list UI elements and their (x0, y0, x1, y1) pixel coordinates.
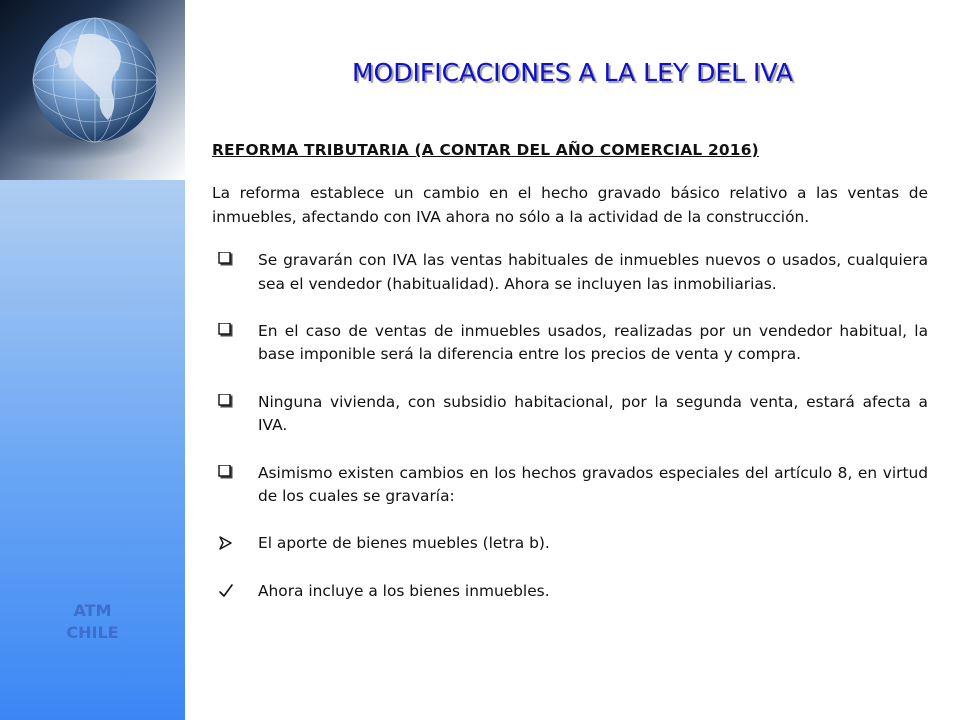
square-bullet-icon (218, 465, 236, 483)
list-item-text: Ninguna vivienda, con subsidio habitacional, por la segunda venta, estará afecta a IVA. (258, 392, 928, 435)
square-bullet-icon (218, 323, 236, 341)
square-bullet-icon (218, 252, 236, 270)
list-item-text: El aporte de bienes muebles (letra b). (258, 534, 550, 553)
list-item (212, 462, 928, 509)
section-subtitle: REFORMA TRIBUTARIA (A CONTAR DEL AÑO COMERCIAL 2016) (212, 141, 759, 159)
list-item (212, 249, 928, 296)
list-item (212, 580, 928, 603)
intro-paragraph: La reforma establece un cambio en el hecho gravado básico relativo a las ventas de inmuebles, afectando con IVA ahora no sólo a la actividad de la construcción. (212, 184, 928, 226)
organization-label-line2: CHILE (66, 623, 119, 642)
arrow-bullet-icon (218, 535, 236, 553)
list-item-text: Se gravarán con IVA las ventas habituales de inmuebles nuevos o usados, cualquiera sea el vendedor (habitualidad). Ahora se incluyen las inmobiliarias. (258, 251, 928, 293)
list-item-text: En el caso de ventas de inmuebles usados, realizadas por un vendedor habitual, la base imponible será la diferencia entre los precios de venta y compra. (258, 322, 928, 364)
list-item-text: Ahora incluye a los bienes inmuebles. (258, 581, 550, 600)
bullet-list (212, 249, 928, 603)
page-title: MODIFICACIONES A LA LEY DEL IVA (351, 58, 793, 87)
organization-label-line1: ATM (73, 601, 112, 620)
list-item-text: Asimismo existen cambios en los hechos gravados especiales del artículo 8, en virtud de los cuales se gravaría: (258, 463, 928, 506)
check-bullet-icon (218, 583, 236, 601)
globe-icon (0, 0, 185, 180)
list-item (212, 320, 928, 367)
sidebar (0, 0, 185, 720)
list-item (212, 391, 928, 438)
organization-label (0, 600, 185, 644)
list-item (212, 532, 928, 555)
slide-content (212, 139, 928, 627)
square-bullet-icon (218, 394, 236, 412)
